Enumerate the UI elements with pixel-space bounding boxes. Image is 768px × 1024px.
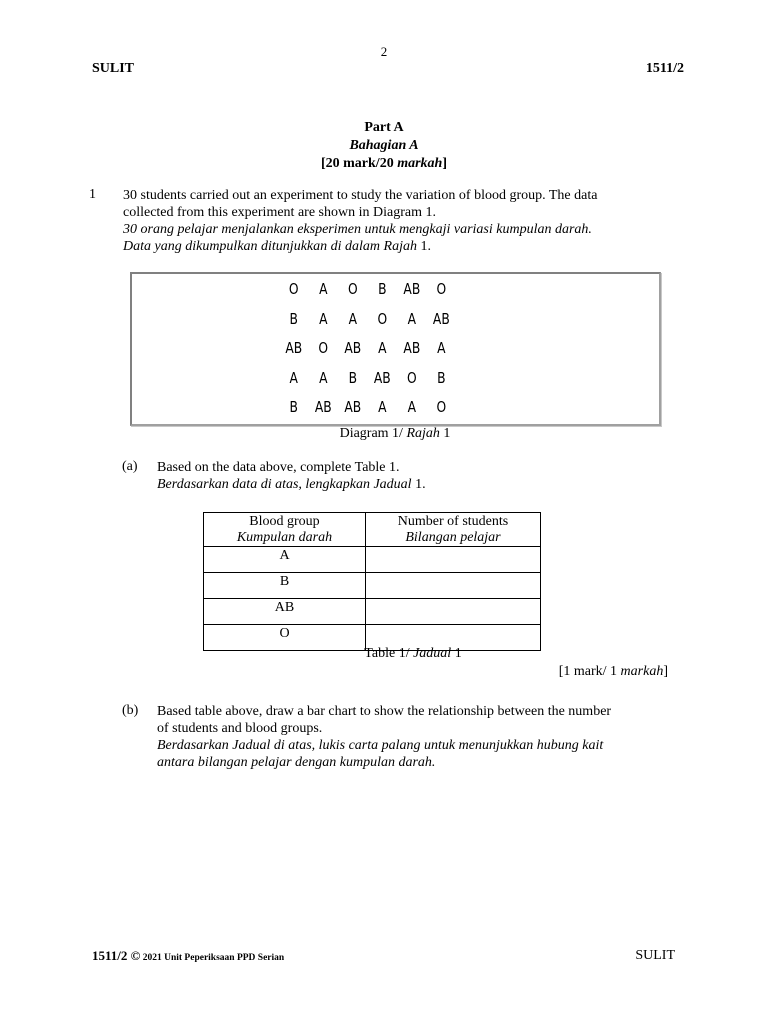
blood-group-entry: O <box>318 339 329 357</box>
blood-group-entry: A <box>348 309 358 328</box>
table-row <box>204 599 541 625</box>
diagram-1-box <box>130 272 661 426</box>
blood-group-cell: A <box>204 547 366 573</box>
table-1 <box>203 512 541 651</box>
blood-group-entry: B <box>437 368 446 387</box>
part-a-text-en: Based on the data above, complete Table 1. <box>157 460 400 475</box>
part-b-text-en-line2: of students and blood groups. <box>157 721 323 736</box>
blood-group-entry: AB <box>432 309 450 328</box>
blood-group-entry: A <box>437 339 446 357</box>
blood-group-entry: AB <box>373 368 391 387</box>
header-blood-group <box>204 513 366 547</box>
part-b-text-ms-line2: antara bilangan pelajar dengan kumpulan darah. <box>157 755 436 770</box>
blood-group-entry: A <box>319 368 328 387</box>
blood-group-entry: AB <box>285 339 303 357</box>
blood-group-entry: A <box>378 339 387 357</box>
blood-group-entry: B <box>378 280 387 298</box>
question-text-ms-line1: 30 orang pelajar menjalankan eksperimen untuk mengkaji variasi kumpulan darah. <box>123 222 592 237</box>
part-a-label: (a) <box>122 459 138 474</box>
table-header-row <box>204 513 541 547</box>
student-count-input-cell[interactable] <box>366 573 541 599</box>
blood-group-entry: B <box>289 398 298 416</box>
blood-group-entry: O <box>406 368 417 387</box>
part-a-text <box>157 459 677 493</box>
blood-group-entry: AB <box>403 339 421 357</box>
part-title-ms: Bahagian A <box>349 138 419 153</box>
blood-group-cell: O <box>204 625 366 651</box>
blood-group-entry: B <box>289 309 298 328</box>
diagram-caption: Diagram 1/ Rajah 1 <box>339 426 451 441</box>
header-number-ms: Bilangan pelajar <box>405 529 501 545</box>
question-text-en-line2: collected from this experiment are shown in Diagram 1. <box>123 205 436 220</box>
table-row <box>204 547 541 573</box>
blood-group-entry: O <box>288 280 299 298</box>
header-blood-group-ms: Kumpulan darah <box>236 529 333 545</box>
footer-copyright: 1511/2 © 2021 Unit Peperiksaan PPD Serian <box>92 948 285 963</box>
header-number-en: Number of students <box>397 513 509 529</box>
part-heading <box>0 119 768 173</box>
blood-group-entry: AB <box>314 398 332 416</box>
blood-group-entry: A <box>289 368 298 387</box>
student-count-input-cell[interactable] <box>366 599 541 625</box>
part-b-label: (b) <box>122 703 139 718</box>
header-paper-code: 1511/2 <box>645 61 684 76</box>
part-a-marks: [1 mark/ 1 markah] <box>558 664 668 679</box>
question-number: 1 <box>89 187 96 202</box>
header-classification: SULIT <box>92 61 135 76</box>
table-row <box>204 573 541 599</box>
blood-group-entry: A <box>319 309 328 328</box>
blood-group-entry: O <box>347 280 358 298</box>
blood-group-entry: A <box>319 280 328 298</box>
table-caption: Table 1/ Jadual 1 <box>364 646 462 661</box>
student-count-input-cell[interactable] <box>366 547 541 573</box>
question-text-en-line1: 30 students carried out an experiment to study the variation of blood group. The data <box>123 188 598 203</box>
blood-group-entry: AB <box>403 280 421 298</box>
part-b-text <box>157 703 687 771</box>
part-title: Part A <box>364 120 404 135</box>
blood-group-entry: O <box>377 309 388 328</box>
blood-group-entry: AB <box>344 339 362 357</box>
blood-group-entry: AB <box>344 398 362 416</box>
blood-group-cell: B <box>204 573 366 599</box>
part-b-text-en-line1: Based table above, draw a bar chart to show the relationship between the number <box>157 704 612 719</box>
blood-group-entry: O <box>436 280 447 298</box>
question-text-ms-line2: Data yang dikumpulkan ditunjukkan di dalam Rajah 1. <box>123 239 431 254</box>
blood-group-data-grid <box>279 280 456 428</box>
blood-group-entry: A <box>407 398 417 416</box>
part-b-text-ms-line1: Berdasarkan Jadual di atas, lukis carta palang untuk menunjukkan hubung kait <box>157 738 604 753</box>
footer-classification: SULIT <box>635 948 675 963</box>
header-blood-group-en: Blood group <box>249 513 320 529</box>
question-text <box>123 187 683 255</box>
blood-group-entry: A <box>378 398 387 416</box>
part-marks: [20 mark/20 markah] <box>320 156 447 171</box>
part-a-text-ms: Berdasarkan data di atas, lengkapkan Jadual 1. <box>157 477 426 492</box>
blood-group-entry: O <box>436 398 447 416</box>
blood-group-entry: A <box>407 309 417 328</box>
page-number: 2 <box>380 44 388 59</box>
header-number-of-students <box>366 513 541 547</box>
blood-group-cell: AB <box>204 599 366 625</box>
blood-group-entry: B <box>348 368 358 387</box>
